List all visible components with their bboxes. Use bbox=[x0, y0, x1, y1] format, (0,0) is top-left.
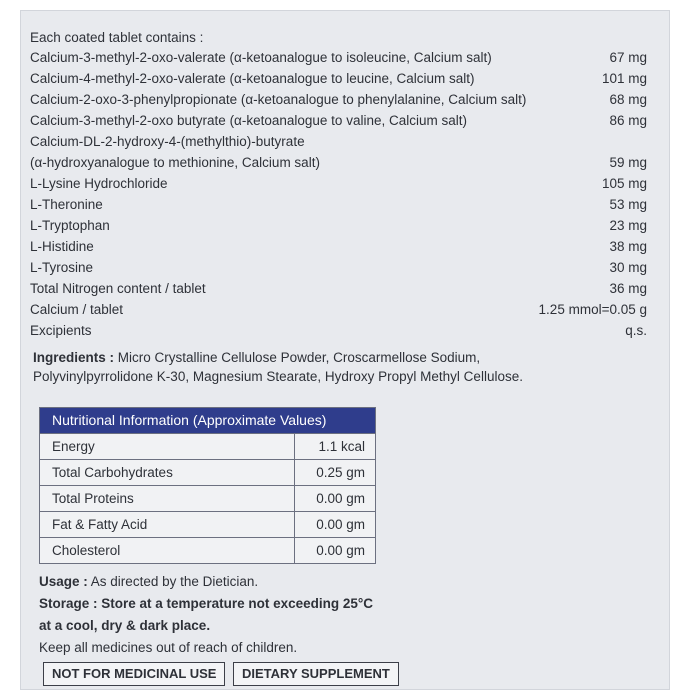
composition-row bbox=[30, 195, 647, 215]
usage-text: As directed by the Dietician. bbox=[90, 574, 259, 589]
composition-row bbox=[30, 216, 647, 236]
nutrition-row bbox=[40, 511, 375, 537]
nutrition-table-title: Nutritional Information (Approximate Values) bbox=[40, 408, 375, 433]
storage-text-1: Store at a temperature not exceeding 25°C bbox=[101, 596, 374, 611]
ingredient-name: L-Lysine Hydrochloride bbox=[30, 176, 168, 191]
ingredient-amount: q.s. bbox=[625, 323, 647, 338]
composition-row bbox=[30, 300, 647, 320]
ingredient-amount: 53 mg bbox=[609, 197, 647, 212]
ingredient-amount: 59 mg bbox=[609, 155, 647, 170]
ingredient-name: (α-hydroxyanalogue to methionine, Calcium salt) bbox=[30, 155, 320, 170]
nutrient-name: Total Proteins bbox=[40, 486, 295, 511]
composition-row bbox=[30, 321, 647, 341]
composition-row bbox=[30, 132, 647, 152]
composition-row bbox=[30, 174, 647, 194]
storage-text-2: at a cool, dry & dark place. bbox=[39, 618, 211, 633]
ingredient-amount: 38 mg bbox=[609, 239, 647, 254]
composition-row bbox=[30, 237, 647, 257]
ingredient-name: Excipients bbox=[30, 323, 92, 338]
ingredient-amount: 68 mg bbox=[609, 92, 647, 107]
not-medicinal-badge: NOT FOR MEDICINAL USE bbox=[43, 662, 225, 686]
nutrient-value: 0.00 gm bbox=[316, 517, 365, 532]
ingredient-amount: 30 mg bbox=[609, 260, 647, 275]
nutrient-value: 0.25 gm bbox=[316, 465, 365, 480]
ingredient-amount: 1.25 mmol=0.05 g bbox=[538, 302, 647, 317]
nutrient-name: Total Carbohydrates bbox=[40, 460, 295, 485]
ingredient-amount: 36 mg bbox=[609, 281, 647, 296]
usage-label: Usage : bbox=[39, 574, 88, 589]
ingredient-amount: 101 mg bbox=[601, 71, 647, 86]
composition-header: Each coated tablet contains : bbox=[30, 30, 204, 45]
ingredients-label: Ingredients : bbox=[33, 350, 115, 365]
storage-line-1 bbox=[39, 595, 373, 613]
composition-row bbox=[30, 90, 647, 110]
dietary-supplement-badge: DIETARY SUPPLEMENT bbox=[233, 662, 399, 686]
composition-row bbox=[30, 258, 647, 278]
nutrient-name: Fat & Fatty Acid bbox=[40, 512, 295, 537]
nutrition-row bbox=[40, 459, 375, 485]
ingredients-line-1 bbox=[33, 349, 480, 367]
ingredient-name: Calcium-3-methyl-2-oxo butyrate (α-ketoanalogue to valine, Calcium salt) bbox=[30, 113, 467, 128]
ingredient-name: L-Tyrosine bbox=[30, 260, 94, 275]
safety-warning: Keep all medicines out of reach of children. bbox=[39, 640, 298, 655]
ingredient-amount: 67 mg bbox=[609, 50, 647, 65]
nutrient-value: 1.1 kcal bbox=[318, 439, 365, 454]
composition-row bbox=[30, 69, 647, 89]
ingredient-name: L-Theronine bbox=[30, 197, 103, 212]
composition-row bbox=[30, 111, 647, 131]
nutrition-table bbox=[39, 407, 376, 564]
composition-row bbox=[30, 153, 647, 173]
nutrition-row bbox=[40, 485, 375, 511]
ingredient-amount: 23 mg bbox=[609, 218, 647, 233]
ingredient-name: Calcium-DL-2-hydroxy-4-(methylthio)-butyrate bbox=[30, 134, 305, 149]
label-card bbox=[20, 10, 670, 690]
nutrient-name: Energy bbox=[40, 434, 295, 459]
ingredient-name: L-Histidine bbox=[30, 239, 94, 254]
nutrient-name: Cholesterol bbox=[40, 538, 295, 563]
ingredient-name: Calcium / tablet bbox=[30, 302, 124, 317]
ingredient-name: Calcium-2-oxo-3-phenylpropionate (α-ketoanalogue to phenylalanine, Calcium salt) bbox=[30, 92, 527, 107]
ingredient-amount: 86 mg bbox=[609, 113, 647, 128]
ingredient-name: Total Nitrogen content / tablet bbox=[30, 281, 206, 296]
nutrient-value: 0.00 gm bbox=[316, 491, 365, 506]
ingredient-name: Calcium-3-methyl-2-oxo-valerate (α-ketoanalogue to isoleucine, Calcium salt) bbox=[30, 50, 492, 65]
composition-row bbox=[30, 279, 647, 299]
nutrition-row bbox=[40, 537, 375, 563]
ingredients-text-2: Polyvinylpyrrolidone K-30, Magnesium Stearate, Hydroxy Propyl Methyl Cellulose. bbox=[33, 369, 523, 384]
nutrient-value: 0.00 gm bbox=[316, 543, 365, 558]
ingredient-amount: 105 mg bbox=[601, 176, 647, 191]
ingredients-text-1: Micro Crystalline Cellulose Powder, Croscarmellose Sodium, bbox=[117, 350, 481, 365]
usage-line bbox=[39, 573, 258, 591]
composition-row bbox=[30, 48, 647, 68]
ingredient-name: L-Tryptophan bbox=[30, 218, 110, 233]
ingredient-name: Calcium-4-methyl-2-oxo-valerate (α-ketoanalogue to leucine, Calcium salt) bbox=[30, 71, 475, 86]
nutrition-row bbox=[40, 433, 375, 459]
storage-label: Storage : bbox=[39, 596, 98, 611]
